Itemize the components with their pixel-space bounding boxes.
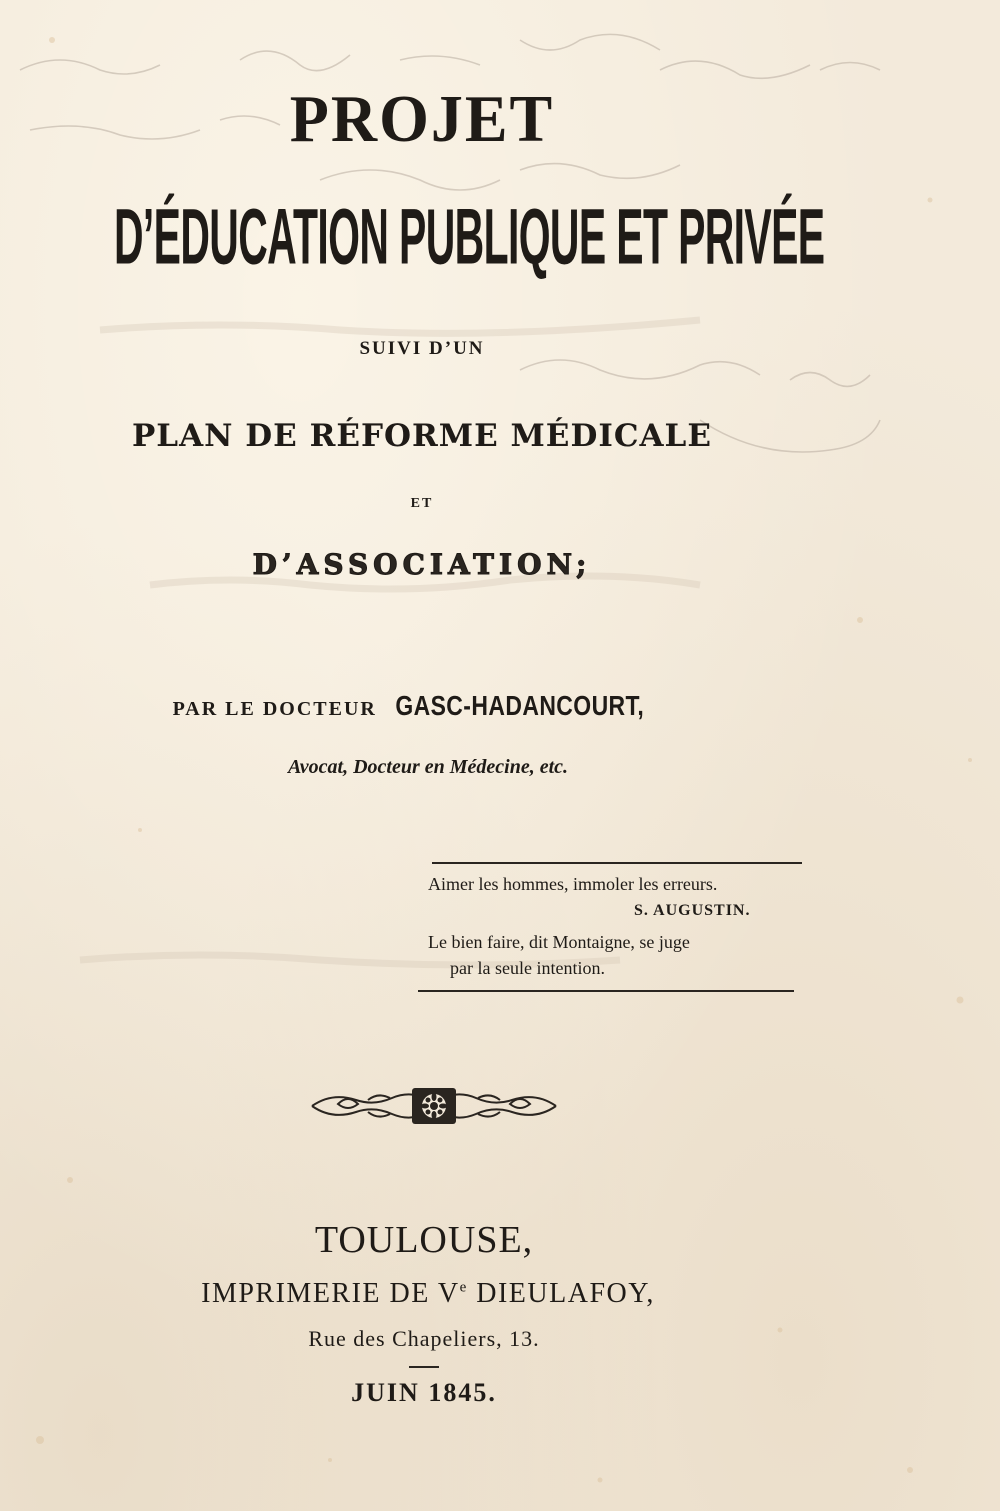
epigraph	[418, 862, 802, 994]
author-titles: Avocat, Docteur en Médecine, etc.	[287, 756, 569, 778]
title-line-2: D’ÉDUCATION PUBLIQUE ET PRIVÉE	[114, 191, 825, 281]
floral-scroll-ornament-icon	[308, 1082, 560, 1128]
subtitle-association: D’ASSOCIATION;	[252, 548, 592, 581]
imprint-printer	[0, 1278, 928, 1310]
title-line-1: PROJET	[289, 81, 555, 156]
epigraph-bottom-rule	[418, 990, 794, 992]
author-line	[0, 690, 922, 722]
imprint-divider	[409, 1366, 439, 1368]
subtitle-plan: PLAN DE RÉFORME MÉDICALE	[132, 418, 712, 454]
subtitle-et: ET	[410, 496, 434, 511]
epigraph-source-1: S. AUGUSTIN.	[634, 902, 751, 919]
epigraph-quote-2-line-2: par la seule intention.	[450, 958, 605, 978]
imprint-date: JUIN 1845.	[351, 1378, 497, 1407]
epigraph-quote-1: Aimer les hommes, immoler les erreurs.	[428, 874, 718, 894]
imprint-street: Rue des Chapeliers, 13.	[308, 1326, 540, 1351]
epigraph-quote-2-line-1: Le bien faire, dit Montaigne, se juge	[428, 932, 690, 952]
imprint-printer-a: IMPRIMERIE DE V	[201, 1278, 460, 1309]
imprint-printer-b: DIEULAFOY,	[467, 1278, 655, 1309]
epigraph-top-rule	[432, 862, 802, 864]
author-name: GASC-HADANCOURT,	[395, 690, 645, 721]
author-prefix: PAR LE DOCTEUR	[172, 698, 377, 720]
subtitle-suivi: SUIVI D’UN	[359, 338, 485, 359]
imprint-city: TOULOUSE,	[314, 1219, 534, 1261]
imprint-printer-sup: e	[459, 1279, 468, 1296]
